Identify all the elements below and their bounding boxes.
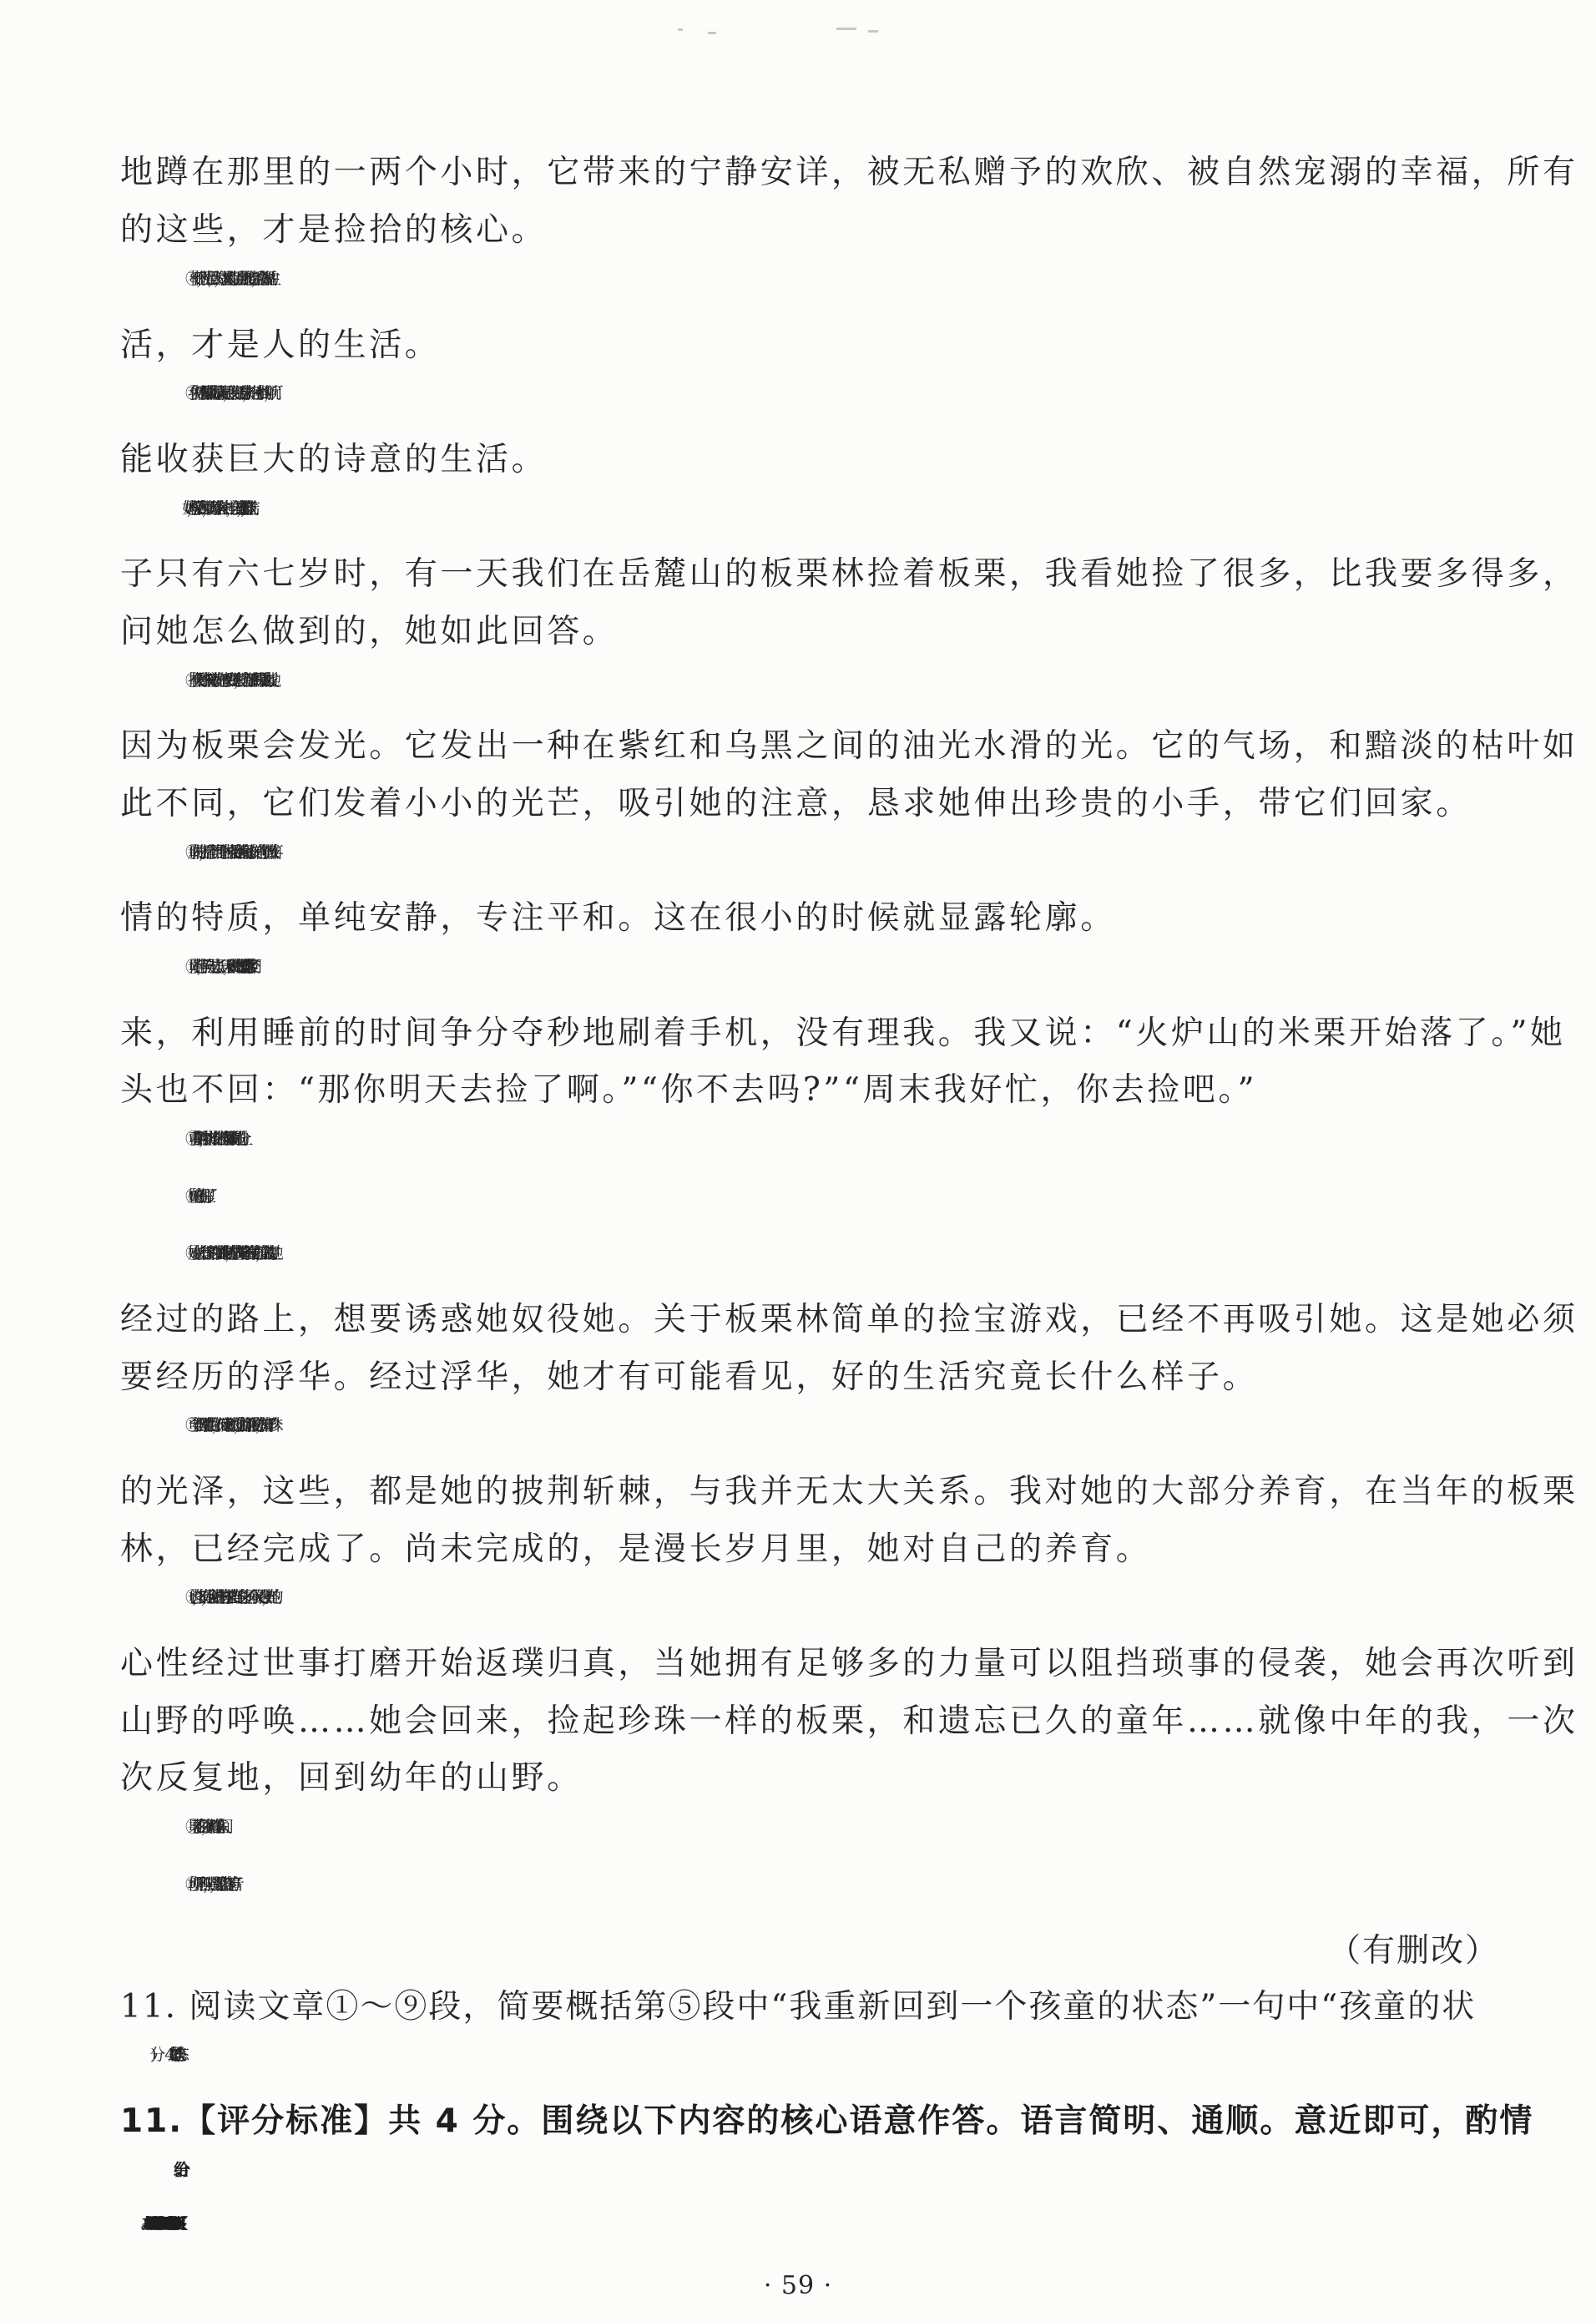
paragraph-18-start: ⑱也许，多年后，她会回到这样的林子里来。当她的身边多了一个水灵灵的孩子，当她的 [185, 1588, 270, 1606]
paragraph-19: ⑲果子落在山间，犹如珍珠落在人间。 [185, 1818, 223, 1836]
text-line: 山野的呼唤……她会回来，捡起珍珠一样的板栗，和遗忘已久的童年……就像中年的我，一次 [120, 1702, 1578, 1740]
question-11-line-2 [174, 2047, 1569, 2063]
paragraph-15: ⑮她的心不在那里了。 [185, 1187, 208, 1206]
text-line: 地蹲在那里的一两个小时，它带来的宁静安详，被无私赠予的欢欣、被自然宠溺的幸福，所有 [120, 154, 1578, 191]
text-line: 的这些，才是捡拾的核心。 [120, 211, 548, 249]
scan-speck [678, 28, 683, 31]
text-line: 能收获巨大的诗意的生活。 [120, 441, 548, 478]
paragraph-9-start: ⑨我们并不需要驯服山川湖海满天星辰，我们只要俯下身去，拥抱一片小小的山野，就可 [185, 384, 270, 402]
paragraph-20: ⑳你听见了吗？噗，噗噗，那是它们落下的声音。 [185, 1875, 234, 1894]
text-line: 因为板栗会发光。它发出一种在紫红和乌黑之间的油光水滑的光。它的气场，和黯淡的枯叶如 [120, 727, 1578, 765]
text-line: 要经历的浮华。经过浮华，她才有可能看见，好的生活究竟长什么样子。 [120, 1358, 1259, 1396]
text-line: 此不同，它们发着小小的光芒，吸引她的注意，恳求她伸出珍贵的小手，带它们回家。 [120, 785, 1472, 822]
paragraph-17-start: ⑰至于如何甄别生活的好坏，如何定义时间的质地，如何挣脱浮浅的诱惑，如何守护珍珠 [185, 1416, 270, 1434]
text-line: 经过的路上，想要诱惑她奴役她。关于板栗林简单的捡宝游戏，已经不再吸引她。这是她必须 [120, 1301, 1578, 1338]
text-line: 心性经过世事打磨开始返璞归真，当她拥有足够多的力量可以阻挡琐事的侵袭，她会再次听到 [120, 1645, 1578, 1682]
answer-11-line-1: 11.【评分标准】共 4 分。围绕以下内容的核心语意作答。语言简明、通顺。意近即可，酌情 [120, 2102, 1534, 2140]
text-line: 的光泽，这些，都是她的披荆斩棘，与我并无太大关系。我对她的大部分养育，在当年的板栗 [120, 1473, 1578, 1510]
page-number: · 59 · [763, 2271, 833, 2300]
edit-note: （有删改） [1327, 1932, 1499, 1970]
scan-speck [868, 30, 878, 33]
answer-example [174, 2218, 1569, 2232]
paragraph-11-start: ⑪捡板栗对桔子来说毫不费力。她似乎只要蹲下去，就会有源源不断的板栗主动来找她。 [185, 671, 270, 690]
text-line: 次反复地，回到幼年的山野。 [120, 1759, 583, 1797]
paragraph-8-start: ⑧不慌不忙，无忧无惧，大约，这就是人的生活。跟自然连接的生活，被自然祝福的生 [185, 270, 268, 288]
paragraph-14: ⑭青春期的她，其实并没有忙到捡板栗都没有时间的份上。 [185, 1130, 242, 1148]
text-line: 头也不回：“那你明天去捡了啊。”“你不去吗?”“周末我好忙，你去捡吧。” [120, 1071, 1258, 1109]
question-11-line-1: 11. 阅读文章①～⑨段，简要概括第⑤段中“我重新回到一个孩童的状态”一句中“孩童的状 [120, 1988, 1477, 2026]
text-line: 子只有六七岁时，有一天我们在岳麓山的板栗林捡着板栗，我看她捡了很多，比我要多得多， [120, 555, 1578, 593]
scan-speck [836, 28, 856, 30]
text-line: 来，利用睡前的时间争分夺秒地刷着手机，没有理我。我又说：“火炉山的米栗开始落了。”她 [120, 1014, 1566, 1052]
paragraph-12-start: ⑫那时的桔子，是个全神贯注几个小时捡板栗捡到不肯回家的小孩。她有一个能够做成事 [185, 843, 270, 862]
text-line: 情的特质，单纯安静，专注平和。这在很小的时候就显露轮廓。 [120, 899, 1116, 937]
answer-11-line-2: 给分。 [174, 2161, 177, 2179]
scan-speck [708, 32, 716, 34]
text-line: 问她怎么做到的，她如此回答。 [120, 613, 619, 650]
paragraph-10-start: ⑩“妈妈，板栗落在山里，就像珍珠落在地上一样，它闪着光，很好找。”几年前，当桔 [185, 499, 247, 518]
text-line: 林，已经完成了。尚未完成的，是漫长岁月里，她对自己的养育。 [120, 1530, 1152, 1568]
paragraph-16-start: ⑯她在长大。有很多东西在引诱她的眼睛，那些快捷的喧嚣的浅薄的东西，它们匍匐在她 [185, 1244, 270, 1262]
text-line: 活，才是人的生活。 [120, 326, 441, 364]
paragraph-13-start: ⑬光阴荏苒，一晃几年过去了。早几天，我说：“火炉山的米栗开始落了。”她刚从学校回 [185, 958, 249, 976]
